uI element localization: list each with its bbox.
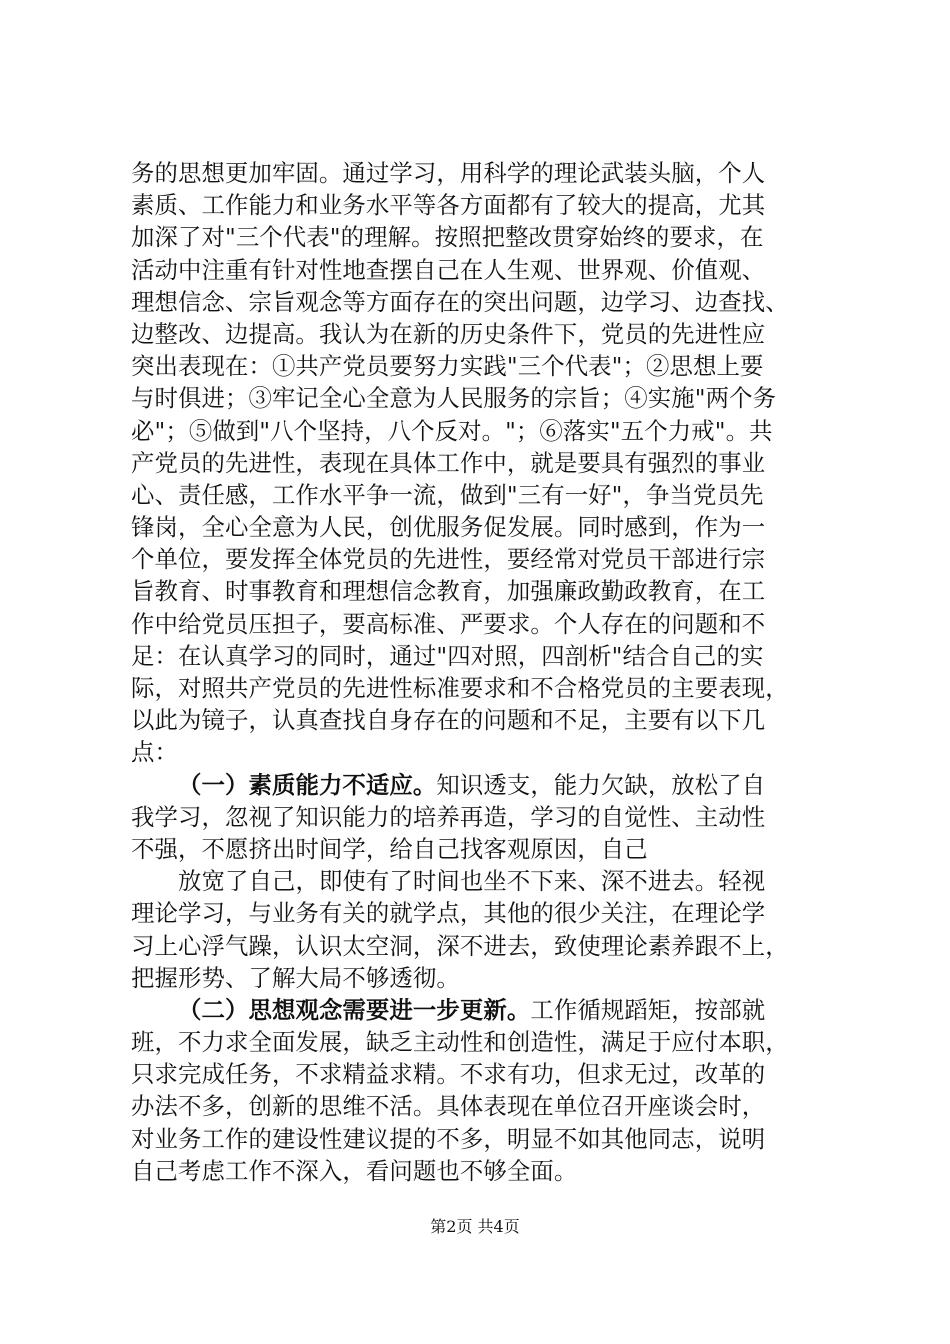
- text-line: 心、责任感，工作水平争一流，做到"三有一好"，争当党员先: [131, 480, 764, 509]
- text-line: 对业务工作的建设性建议提的不多，明显不如其他同志，说明: [131, 1124, 766, 1153]
- text-line: 点：: [131, 738, 178, 767]
- text-line: 以此为镜子，认真查找自身存在的问题和不足，主要有以下几: [131, 706, 766, 735]
- text-line: 旨教育、时事教育和理想信念教育，加强廉政勤政教育，在工: [131, 577, 766, 606]
- text-line: 理论学习，与业务有关的就学点，其他的很少关注，在理论学: [131, 899, 766, 928]
- text-line: 不强，不愿挤出时间学，给自己找客观原因，自己: [131, 834, 648, 863]
- text-line: 理想信念、宗旨观念等方面存在的突出问题，边学习、边查找、: [131, 287, 789, 316]
- paragraph-2: [131, 865, 843, 994]
- page-number-label: 第2页 共4页: [430, 1217, 520, 1236]
- text-line: 素质、工作能力和业务水平等各方面都有了较大的提高，尤其: [131, 191, 766, 220]
- text-line: 锋岗，全心全意为人民，创优服务促发展。同时感到，作为一: [131, 513, 766, 542]
- text-line: 边整改、边提高。我认为在新的历史条件下，党员的先进性应: [131, 319, 766, 348]
- text-line: 突出表现在：①共产党员要努力实践"三个代表"；②思想上要: [131, 352, 764, 381]
- text-line: 产党员的先进性，表现在具体工作中，就是要具有强烈的事业: [131, 448, 766, 477]
- text-line: 办法不多，创新的思维不活。具体表现在单位召开座谈会时，: [131, 1092, 766, 1121]
- page-footer: [0, 1214, 950, 1237]
- text-line: 活动中注重有针对性地查摆自己在人生观、世界观、价值观、: [131, 255, 766, 284]
- text-line: 与时俱进；③牢记全心全意为人民服务的宗旨；④实施"两个务: [131, 384, 777, 413]
- text-line: 必"；⑤做到"八个坚持，八个反对。"；⑥落实"五个力戒"。共: [131, 416, 773, 445]
- text-line: 个单位，要发挥全体党员的先进性，要经常对党员干部进行宗: [131, 545, 766, 574]
- text-line: 只求完成任务，不求精益求精。不求有功，但求无过，改革的: [131, 1060, 766, 1089]
- section-1: [131, 769, 843, 866]
- text-line: 作中给党员压担子，要高标准、严要求。个人存在的问题和不: [131, 609, 766, 638]
- section-2: [131, 994, 843, 1187]
- text-line: 我学习，忽视了知识能力的培养再造，学习的自觉性、主动性: [131, 802, 766, 831]
- text-line: 自己考虑工作不深入，看问题也不够全面。: [131, 1156, 578, 1185]
- text-line: 班，不力求全面发展，缺乏主动性和创造性，满足于应付本职，: [131, 1028, 789, 1057]
- section-1-heading: （一）素质能力不适应。: [178, 770, 437, 799]
- section-1-first-line: [131, 769, 843, 801]
- text-line: 际，对照共产党员的先进性标准要求和不合格党员的主要表现，: [131, 674, 789, 702]
- section-2-first-line: [131, 994, 843, 1026]
- text-line: 务的思想更加牢固。通过学习，用科学的理论武装头脑，个人: [131, 159, 766, 187]
- text-line: 加深了对"三个代表"的理解。按照把整改贯穿始终的要求，在: [131, 223, 764, 252]
- text-line: 把握形势、了解大局不够透彻。: [131, 963, 460, 992]
- text-line: 放宽了自己，即使有了时间也坐不下来、深不进去。轻视: [178, 867, 766, 896]
- section-2-heading: （二）思想观念需要进一步更新。: [178, 995, 531, 1024]
- paragraph-main: [131, 157, 843, 769]
- document-body: [131, 157, 843, 1187]
- text-line: 习上心浮气躁，认识太空洞，深不进去，致使理论素养跟不上，: [131, 931, 789, 960]
- section-2-first-line-text: 工作循规蹈矩，按部就: [530, 995, 766, 1024]
- section-1-first-line-text: 知识透支，能力欠缺，放松了自: [436, 770, 766, 799]
- text-line: 足：在认真学习的同时，通过"四对照，四剖析"结合自己的实: [131, 641, 764, 670]
